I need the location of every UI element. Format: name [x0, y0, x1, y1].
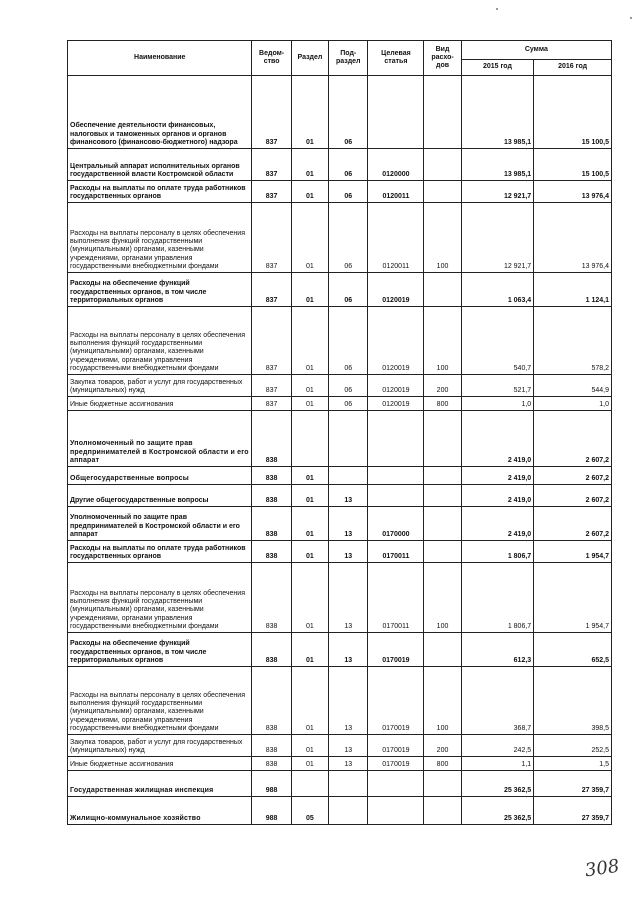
row-name: Обеспечение деятельности финансовых, налоговых и таможенных органов и органов финансового (финансово-бюджетного) надзора	[68, 76, 252, 149]
row-sum-2015: 1 063,4	[461, 273, 534, 307]
row-statya	[368, 771, 424, 797]
row-name: Расходы на обеспечение функций государственных органов, в том числе территориальных органов	[68, 633, 252, 667]
row-statya: 0170019	[368, 735, 424, 757]
row-sum-2015: 13 985,1	[461, 76, 534, 149]
row-name: Расходы на выплаты по оплате труда работников государственных органов	[68, 541, 252, 563]
row-sum-2015: 521,7	[461, 375, 534, 397]
row-vid	[424, 633, 461, 667]
row-name: Расходы на обеспечение функций государственных органов, в том числе территориальных органов	[68, 273, 252, 307]
table-row	[68, 203, 612, 273]
row-statya: 0120019	[368, 397, 424, 411]
row-vid	[424, 797, 461, 825]
table-row	[68, 507, 612, 541]
row-podrazdel: 13	[329, 757, 368, 771]
row-sum-2016: 27 359,7	[534, 797, 612, 825]
row-sum-2015: 368,7	[461, 667, 534, 735]
row-name: Расходы на выплаты персоналу в целях обеспечения выполнения функций государственными (муниципальными) органами, казенными учреждениями, органами управления государственными внебюджетными фондами	[68, 563, 252, 633]
row-sum-2015: 1,0	[461, 397, 534, 411]
row-vid	[424, 507, 461, 541]
row-statya: 0170011	[368, 541, 424, 563]
row-sum-2016: 1 954,7	[534, 563, 612, 633]
row-vid: 100	[424, 563, 461, 633]
table-row	[68, 307, 612, 375]
row-vid	[424, 411, 461, 467]
row-razdel	[291, 411, 328, 467]
row-razdel: 01	[291, 181, 328, 203]
row-podrazdel: 06	[329, 203, 368, 273]
row-vid: 200	[424, 735, 461, 757]
table-row	[68, 563, 612, 633]
row-razdel: 01	[291, 203, 328, 273]
row-podrazdel	[329, 797, 368, 825]
row-vid	[424, 181, 461, 203]
row-name: Расходы на выплаты персоналу в целях обеспечения выполнения функций государственными (муниципальными) органами, казенными учреждениями, органами управления государственными внебюджетными фондами	[68, 667, 252, 735]
row-sum-2016: 652,5	[534, 633, 612, 667]
table-row	[68, 633, 612, 667]
row-statya	[368, 797, 424, 825]
header-vedomstvo: Ведом-ство	[252, 41, 291, 76]
row-sum-2015: 2 419,0	[461, 411, 534, 467]
row-podrazdel: 06	[329, 149, 368, 181]
row-podrazdel	[329, 467, 368, 485]
row-vid	[424, 467, 461, 485]
row-name: Иные бюджетные ассигнования	[68, 757, 252, 771]
row-razdel: 01	[291, 76, 328, 149]
row-name: Жилищно-коммунальное хозяйство	[68, 797, 252, 825]
row-razdel: 01	[291, 485, 328, 507]
row-vid: 100	[424, 307, 461, 375]
row-vid	[424, 771, 461, 797]
header-name: Наименование	[68, 41, 252, 76]
row-name: Уполномоченный по защите прав предпринимателей в Костромской области и его аппарат	[68, 411, 252, 467]
row-sum-2016: 15 100,5	[534, 149, 612, 181]
row-sum-2016: 1 954,7	[534, 541, 612, 563]
row-razdel: 01	[291, 467, 328, 485]
row-sum-2016: 27 359,7	[534, 771, 612, 797]
row-sum-2016: 544,9	[534, 375, 612, 397]
table-row	[68, 273, 612, 307]
row-razdel: 01	[291, 273, 328, 307]
row-sum-2016: 1,5	[534, 757, 612, 771]
row-razdel: 01	[291, 397, 328, 411]
page-number: 308	[583, 855, 621, 882]
row-sum-2015: 612,3	[461, 633, 534, 667]
row-razdel: 01	[291, 633, 328, 667]
table-row	[68, 797, 612, 825]
row-razdel	[291, 771, 328, 797]
row-vid	[424, 541, 461, 563]
row-sum-2016: 1,0	[534, 397, 612, 411]
row-vedomstvo: 838	[252, 411, 291, 467]
table-row	[68, 149, 612, 181]
header-vid: Вид расхо-дов	[424, 41, 461, 76]
row-sum-2016: 398,5	[534, 667, 612, 735]
table-row	[68, 76, 612, 149]
row-podrazdel: 06	[329, 397, 368, 411]
row-vedomstvo: 837	[252, 149, 291, 181]
row-vid	[424, 485, 461, 507]
row-vedomstvo: 988	[252, 771, 291, 797]
row-vedomstvo: 838	[252, 563, 291, 633]
row-vedomstvo: 988	[252, 797, 291, 825]
table-row	[68, 735, 612, 757]
row-podrazdel: 13	[329, 485, 368, 507]
row-vedomstvo: 837	[252, 181, 291, 203]
row-vid: 100	[424, 203, 461, 273]
header-2015: 2015 год	[461, 60, 534, 76]
header-razdel: Раздел	[291, 41, 328, 76]
row-name: Уполномоченный по защите прав предпринимателей в Костромской области и его аппарат	[68, 507, 252, 541]
row-podrazdel	[329, 411, 368, 467]
row-sum-2015: 2 419,0	[461, 507, 534, 541]
table-row	[68, 771, 612, 797]
row-razdel: 01	[291, 375, 328, 397]
row-razdel: 01	[291, 757, 328, 771]
header-podrazdel: Под-раздел	[329, 41, 368, 76]
budget-table	[67, 40, 612, 825]
row-vid: 100	[424, 667, 461, 735]
row-podrazdel: 13	[329, 507, 368, 541]
row-name: Расходы на выплаты по оплате труда работников государственных органов	[68, 181, 252, 203]
row-podrazdel: 06	[329, 375, 368, 397]
row-sum-2016: 2 607,2	[534, 485, 612, 507]
row-vedomstvo: 838	[252, 735, 291, 757]
row-vedomstvo: 837	[252, 307, 291, 375]
table-row	[68, 541, 612, 563]
row-podrazdel: 06	[329, 181, 368, 203]
row-statya	[368, 411, 424, 467]
row-sum-2015: 1,1	[461, 757, 534, 771]
row-sum-2016: 13 976,4	[534, 181, 612, 203]
row-razdel: 01	[291, 541, 328, 563]
row-sum-2016: 1 124,1	[534, 273, 612, 307]
row-razdel: 01	[291, 563, 328, 633]
row-statya: 0120019	[368, 307, 424, 375]
row-sum-2016: 252,5	[534, 735, 612, 757]
row-vedomstvo: 838	[252, 757, 291, 771]
row-razdel: 05	[291, 797, 328, 825]
row-sum-2015: 25 362,5	[461, 797, 534, 825]
row-sum-2015: 1 806,7	[461, 541, 534, 563]
row-statya: 0170011	[368, 563, 424, 633]
row-statya	[368, 485, 424, 507]
row-name: Государственная жилищная инспекция	[68, 771, 252, 797]
row-statya: 0120019	[368, 273, 424, 307]
row-name: Центральный аппарат исполнительных органов государственной власти Костромской области	[68, 149, 252, 181]
row-vid: 200	[424, 375, 461, 397]
row-vedomstvo: 838	[252, 485, 291, 507]
row-vedomstvo: 837	[252, 397, 291, 411]
row-razdel: 01	[291, 149, 328, 181]
row-vid: 800	[424, 757, 461, 771]
row-vid	[424, 76, 461, 149]
row-sum-2015: 13 985,1	[461, 149, 534, 181]
row-sum-2015: 2 419,0	[461, 467, 534, 485]
row-statya: 0120000	[368, 149, 424, 181]
row-podrazdel: 06	[329, 307, 368, 375]
table-body	[68, 76, 612, 825]
row-name: Другие общегосударственные вопросы	[68, 485, 252, 507]
row-sum-2016: 2 607,2	[534, 507, 612, 541]
header-summa: Сумма	[461, 41, 611, 60]
row-name: Расходы на выплаты персоналу в целях обеспечения выполнения функций государственными (муниципальными) органами, казенными учреждениями, органами управления государственными внебюджетными фондами	[68, 203, 252, 273]
row-statya: 0170019	[368, 633, 424, 667]
row-podrazdel: 13	[329, 735, 368, 757]
scan-speck	[496, 8, 498, 10]
row-statya: 0170000	[368, 507, 424, 541]
row-sum-2015: 2 419,0	[461, 485, 534, 507]
row-sum-2015: 25 362,5	[461, 771, 534, 797]
row-vedomstvo: 837	[252, 203, 291, 273]
row-name: Иные бюджетные ассигнования	[68, 397, 252, 411]
row-statya: 0120019	[368, 375, 424, 397]
row-sum-2016: 2 607,2	[534, 467, 612, 485]
row-sum-2015: 12 921,7	[461, 203, 534, 273]
row-statya: 0170019	[368, 757, 424, 771]
row-vedomstvo: 838	[252, 541, 291, 563]
header-2016: 2016 год	[534, 60, 612, 76]
row-statya: 0170019	[368, 667, 424, 735]
row-sum-2016: 2 607,2	[534, 411, 612, 467]
row-name: Расходы на выплаты персоналу в целях обеспечения выполнения функций государственными (муниципальными) органами, казенными учреждениями, органами управления государственными внебюджетными фондами	[68, 307, 252, 375]
row-name: Закупка товаров, работ и услуг для государственных (муниципальных) нужд	[68, 735, 252, 757]
table-row	[68, 485, 612, 507]
row-podrazdel: 13	[329, 633, 368, 667]
row-vid	[424, 149, 461, 181]
table-row	[68, 411, 612, 467]
row-vedomstvo: 838	[252, 467, 291, 485]
row-sum-2016: 15 100,5	[534, 76, 612, 149]
row-vid	[424, 273, 461, 307]
row-statya: 0120011	[368, 181, 424, 203]
table-row	[68, 467, 612, 485]
table-row	[68, 397, 612, 411]
row-statya	[368, 467, 424, 485]
row-podrazdel	[329, 771, 368, 797]
header-statya: Целевая статья	[368, 41, 424, 76]
row-podrazdel: 13	[329, 667, 368, 735]
row-vedomstvo: 838	[252, 507, 291, 541]
row-name: Общегосударственные вопросы	[68, 467, 252, 485]
row-razdel: 01	[291, 507, 328, 541]
row-vedomstvo: 838	[252, 667, 291, 735]
row-vedomstvo: 837	[252, 375, 291, 397]
row-name: Закупка товаров, работ и услуг для государственных (муниципальных) нужд	[68, 375, 252, 397]
table-header	[68, 41, 612, 76]
table-row	[68, 181, 612, 203]
row-vid: 800	[424, 397, 461, 411]
row-sum-2015: 1 806,7	[461, 563, 534, 633]
table-row	[68, 667, 612, 735]
row-podrazdel: 06	[329, 76, 368, 149]
row-sum-2016: 13 976,4	[534, 203, 612, 273]
row-vedomstvo: 838	[252, 633, 291, 667]
row-sum-2016: 578,2	[534, 307, 612, 375]
scan-speck	[630, 17, 632, 19]
row-vedomstvo: 837	[252, 76, 291, 149]
row-razdel: 01	[291, 735, 328, 757]
row-statya	[368, 76, 424, 149]
row-podrazdel: 13	[329, 541, 368, 563]
row-sum-2015: 540,7	[461, 307, 534, 375]
row-sum-2015: 12 921,7	[461, 181, 534, 203]
table-row	[68, 375, 612, 397]
row-podrazdel: 13	[329, 563, 368, 633]
table-row	[68, 757, 612, 771]
row-podrazdel: 06	[329, 273, 368, 307]
row-statya: 0120011	[368, 203, 424, 273]
row-sum-2015: 242,5	[461, 735, 534, 757]
row-razdel: 01	[291, 307, 328, 375]
row-razdel: 01	[291, 667, 328, 735]
row-vedomstvo: 837	[252, 273, 291, 307]
